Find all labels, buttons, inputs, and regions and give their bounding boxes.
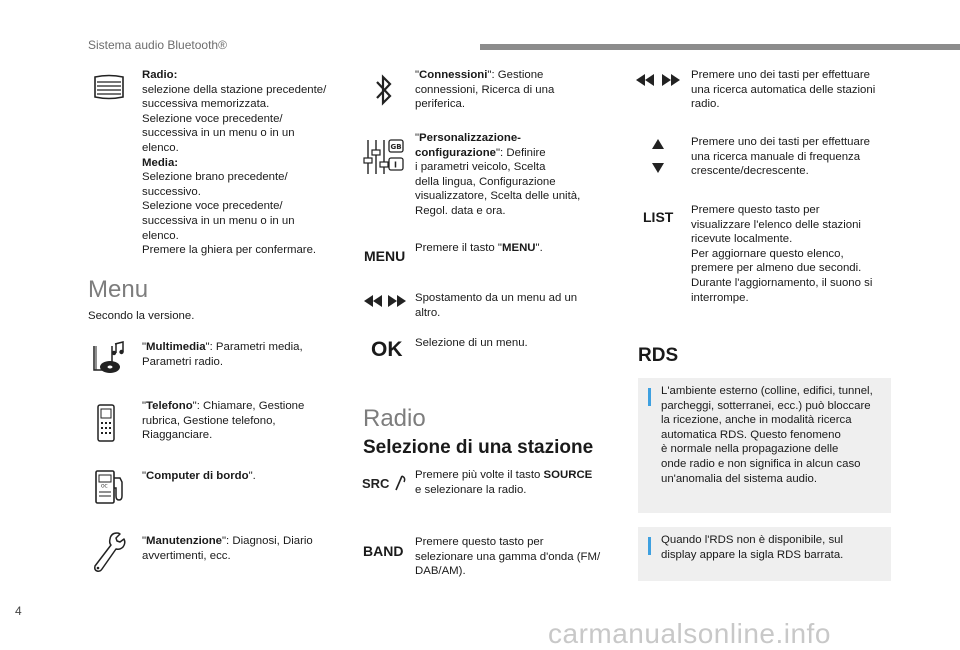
page-number: 4 xyxy=(15,604,22,618)
rds-heading: RDS xyxy=(638,345,679,366)
page-header-title: Sistema audio Bluetooth® xyxy=(88,38,227,52)
settings-sliders-icon xyxy=(362,138,406,176)
info-icon xyxy=(648,388,651,406)
phone-icon xyxy=(96,404,116,442)
rds-unavailable-note: Quando l'RDS non è disponibile, sul display appare la sigla RDS barrata. xyxy=(638,527,891,581)
menu-key-description: Premere il tasto "MENU". xyxy=(415,242,543,254)
watermark: carmanualsonline.info xyxy=(548,618,831,649)
list-description: Premere questo tasto per visualizzare l'elenco delle stazioni ricevute localmente. Per aggiornare questo elenco, premere per almeno due secondi. Durante l'aggiornamento, il suono si interrompe. xyxy=(691,204,873,304)
previous-next-arrows-icon xyxy=(364,294,406,308)
svg-text:GB: GB xyxy=(390,143,402,151)
multimedia-icon xyxy=(90,340,128,374)
computer-di-bordo-description: "Computer di bordo". xyxy=(142,470,256,482)
menu-heading: Menu xyxy=(88,276,149,303)
radio-media-description: Radio: selezione della stazione precedente/ successiva memorizzata. Selezione voce precedente/ successiva in un menu o in un elenco. Media: Selezione brano precedente/ successivo. Selezione voce precedente/ successiva in un menu o in un elenco. Premere la ghiera per confermare. xyxy=(142,69,327,257)
header-rule xyxy=(480,44,960,50)
list-button-icon: LIST xyxy=(643,209,674,225)
rotary-dial-icon xyxy=(92,74,126,100)
telefono-description: "Telefono": Chiamare, Gestione rubrica, Gestione telefono, Riagganciare. xyxy=(142,400,305,442)
source-description: Premere più volte il tasto SOURCE e selezionare la radio. xyxy=(415,469,593,496)
ok-button-icon: OK xyxy=(371,338,403,361)
svg-text:OC: OC xyxy=(101,484,108,490)
wrench-icon xyxy=(90,530,128,574)
fuel-pump-icon xyxy=(92,468,128,506)
ok-description: Selezione di un menu. xyxy=(415,337,528,349)
bluetooth-icon xyxy=(372,72,396,108)
radio-heading: Radio xyxy=(363,405,426,432)
info-icon xyxy=(648,537,651,555)
seek-arrows-icon xyxy=(636,73,680,87)
personalizzazione-description: "Personalizzazione- configurazione": Definire i parametri veicolo, Scelta della lingua, Configurazione visualizzatore, Scelta delle unità, Regol. data e ora. xyxy=(415,132,581,217)
up-down-arrows-icon xyxy=(650,138,666,174)
svg-text:I: I xyxy=(394,160,397,170)
connessioni-description: "Connessioni": Gestione connessioni, Ricerca di una periferica. xyxy=(415,69,555,111)
navigation-description: Spostamento da un menu ad un altro. xyxy=(415,292,578,319)
menu-button-icon: MENU xyxy=(364,248,406,264)
seek-description: Premere uno dei tasti per effettuare una ricerca automatica delle stazioni radio. xyxy=(691,69,876,111)
rds-info-note: L'ambiente esterno (colline, edifici, tunnel, parcheggi, sotterranei, ecc.) può bloccare la ricezione, anche in modalità ricerca automatica RDS. Questo fenomeno è normale nella propagazione delle onde radio e non significa in alcun caso un'anomalia del sistema audio. xyxy=(638,378,891,513)
manual-tuning-description: Premere uno dei tasti per effettuare una ricerca manuale di frequenza crescente/decrescente. xyxy=(691,136,870,178)
band-button-icon: BAND xyxy=(363,543,404,559)
svg-text:SRC: SRC xyxy=(362,476,390,491)
selezione-stazione-heading: Selezione di una stazione xyxy=(363,437,594,458)
band-description: Premere questo tasto per selezionare una gamma d'onda (FM/ DAB/AM). xyxy=(415,536,601,578)
menu-subtitle: Secondo la versione. xyxy=(88,310,195,322)
manutenzione-description: "Manutenzione": Diagnosi, Diario avvertimenti, ecc. xyxy=(142,535,313,562)
source-button-icon xyxy=(362,474,408,492)
multimedia-description: "Multimedia": Parametri media, Parametri radio. xyxy=(142,341,303,368)
